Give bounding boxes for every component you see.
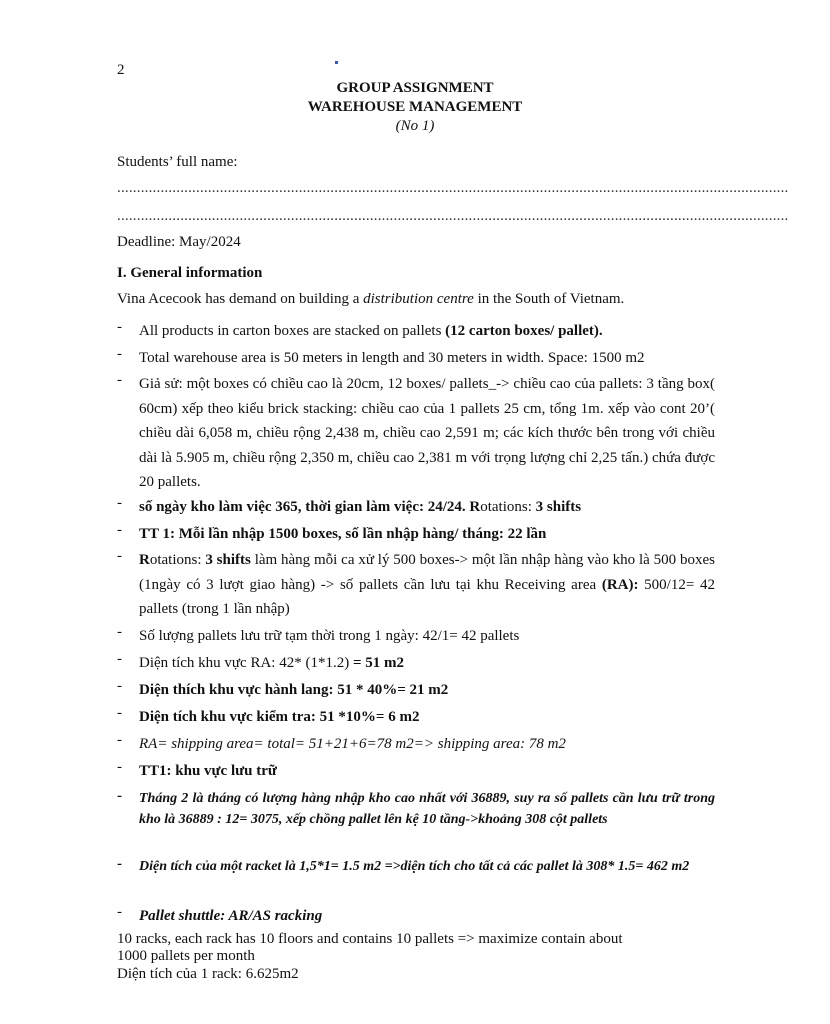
bullet-item: - Giả sử: một boxes có chiều cao là 20cm, 12 boxes/ pallets_-> chiều cao của pallets: 3 tầng box( 60cm) xếp theo kiểu brick stacking: chiều cao của 1 pallets 25 cm, tổng 1m. xếp vào cont 20’( chiều dài 6,058 m, chiều rộng 2,438 m, chiều cao 2,591 m; các kích thước bên trong với chiều dài là 5.905 m, chiều rộng 2,350 m, chiều cao 2,381 m với trọng lượng chỉ 2,25 tấn.) chứa được 20 pallets. bbox=[117, 372, 715, 490]
bullet-item: - Tháng 2 là tháng có lượng hàng nhập kho cao nhất với 36889, suy ra số pallets cần lưu trữ trong kho là 36889 : 12= 3075, xếp chồng pallet lên kệ 10 tầng->khoảng 308 cột pallets bbox=[117, 788, 715, 827]
bullet-item: - Số lượng pallets lưu trữ tạm thời trong 1 ngày: 42/1= 42 pallets bbox=[117, 624, 520, 644]
racks-summary: 10 racks, each rack has 10 floors and contains 10 pallets => maximize contain about bbox=[117, 931, 623, 947]
racks-summary-cont: 1000 pallets per month bbox=[117, 948, 255, 964]
section-heading: I. General information bbox=[117, 265, 263, 281]
intro-paragraph: Vina Acecook has demand on building a distribution centre in the South of Vietnam. bbox=[117, 291, 625, 307]
students-label: Students’ full name: bbox=[117, 154, 238, 170]
bullet-item: - Diện tích khu vực RA: 42* (1*1.2) = 51 m2 bbox=[117, 651, 404, 671]
bullet-item: - TT1: khu vực lưu trữ bbox=[117, 759, 277, 779]
bullet-item: - All products in carton boxes are stacked on pallets (12 carton boxes/ pallet). bbox=[117, 319, 603, 339]
bullet-item: - Diện tích khu vực kiểm tra: 51 *10%= 6 m2 bbox=[117, 705, 420, 725]
name-dotted-line-1: .......................................................................................................................................................................... bbox=[117, 180, 789, 196]
rack-area: Diện tích của 1 rack: 6.625m2 bbox=[117, 966, 299, 982]
blue-dot-mark bbox=[335, 61, 338, 64]
bullet-item: - Pallet shuttle: AR/AS racking bbox=[117, 904, 323, 924]
bullet-item: - Diện thích khu vực hành lang: 51 * 40%= 21 m2 bbox=[117, 678, 449, 698]
bullet-item: - TT 1: Mỗi lần nhập 1500 boxes, số lần nhập hàng/ tháng: 22 lần bbox=[117, 522, 547, 542]
bullet-item: - số ngày kho làm việc 365, thời gian làm việc: 24/24. Rotations: 3 shifts bbox=[117, 495, 582, 515]
assignment-number: (No 1) bbox=[395, 118, 435, 134]
bullet-item: - RA= shipping area= total= 51+21+6=78 m2=> shipping area: 78 m2 bbox=[117, 732, 566, 752]
page-number: 2 bbox=[117, 62, 125, 78]
bullet-item: - Rotations: 3 shifts làm hàng mỗi ca xử lý 500 boxes-> một lần nhập hàng vào kho là 500 boxes (1ngày có 3 lượt giao hàng) -> số pallets cần lưu tại khu Receiving area (RA): 500/12= 42 pallets (trong 1 lần nhập) bbox=[117, 548, 715, 617]
deadline: Deadline: May/2024 bbox=[117, 234, 241, 250]
bullet-item: - Diện tích của một racket là 1,5*1= 1.5 m2 =>diện tích cho tất cả các pallet là 308* 1.5= 462 m2 bbox=[117, 856, 690, 874]
assignment-title: GROUP ASSIGNMENT bbox=[336, 80, 494, 96]
assignment-subject: WAREHOUSE MANAGEMENT bbox=[307, 99, 523, 115]
bullet-item: - Total warehouse area is 50 meters in length and 30 meters in width. Space: 1500 m2 bbox=[117, 346, 645, 366]
name-dotted-line-2: .......................................................................................................................................................................... bbox=[117, 208, 789, 224]
